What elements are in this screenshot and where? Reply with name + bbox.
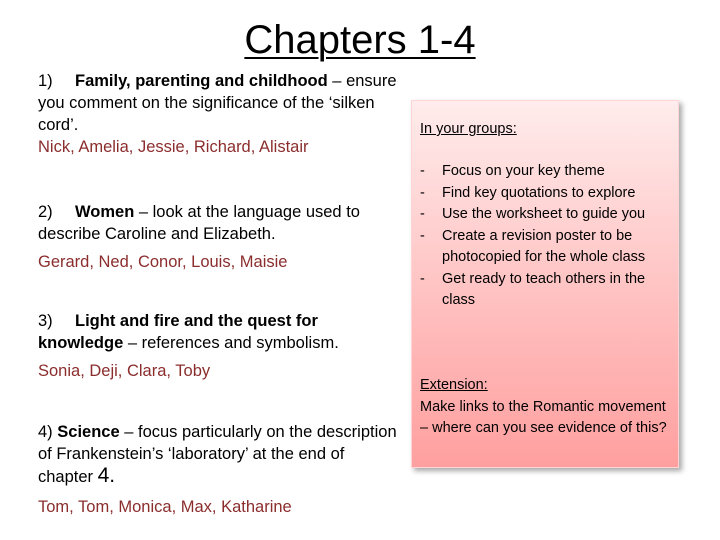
topic-4-title: Science — [57, 423, 120, 441]
groups-heading: In your groups: — [420, 121, 517, 137]
topic-4-heading — [38, 421, 398, 488]
page-title: Chapters 1-4 — [244, 18, 476, 62]
extension-section — [420, 375, 670, 440]
task-item: - Find key quotations to explore — [420, 183, 676, 205]
topic-1-heading — [38, 70, 398, 136]
topic-1-title: Family, parenting and childhood — [75, 72, 328, 90]
topic-4-description: – focus particularly on the description of Frankenstein’s ‘laboratory’ at the end of chapter — [38, 423, 397, 486]
topic-2-heading — [38, 201, 398, 245]
topic-2 — [38, 201, 398, 273]
extension-heading: Extension: — [420, 377, 488, 393]
topic-1 — [38, 70, 398, 158]
task-item: - Use the worksheet to guide you — [420, 204, 676, 226]
topic-3-heading — [38, 310, 398, 354]
topic-2-title: Women — [75, 203, 135, 221]
topic-2-description: – look at the language used to describe Caroline and Elizabeth. — [38, 203, 360, 243]
groups-instructions-box — [411, 100, 679, 468]
task-item: - Focus on your key theme — [420, 161, 676, 183]
topic-3-group-names: Sonia, Deji, Clara, Toby — [38, 362, 211, 380]
topic-2-number: 2) — [38, 203, 53, 221]
task-list — [420, 161, 676, 312]
topic-1-description: – ensure you comment on the significance of the ‘silken cord’. — [38, 72, 397, 134]
extension-text: Make links to the Romantic movement – where can you see evidence of this? — [420, 398, 667, 436]
topic-1-group-names: Nick, Amelia, Jessie, Richard, Alistair — [38, 138, 309, 156]
topic-1-number: 1) — [38, 72, 53, 90]
topic-2-group-names: Gerard, Ned, Conor, Louis, Maisie — [38, 253, 288, 271]
topic-4-group-names: Tom, Tom, Monica, Max, Katharine — [38, 498, 292, 516]
topic-4 — [38, 421, 398, 518]
topic-4-chapter-number: 4. — [97, 464, 116, 487]
task-item: - Create a revision poster to be photocopied for the whole class — [420, 226, 676, 269]
topic-4-number: 4) — [38, 423, 53, 441]
topic-3-description: – references and symbolism. — [123, 334, 339, 352]
topic-3-title: Light and fire and the quest for knowledge — [38, 312, 318, 352]
topic-3 — [38, 310, 398, 382]
task-item: - Get ready to teach others in the class — [420, 269, 676, 312]
topic-3-number: 3) — [38, 312, 53, 330]
